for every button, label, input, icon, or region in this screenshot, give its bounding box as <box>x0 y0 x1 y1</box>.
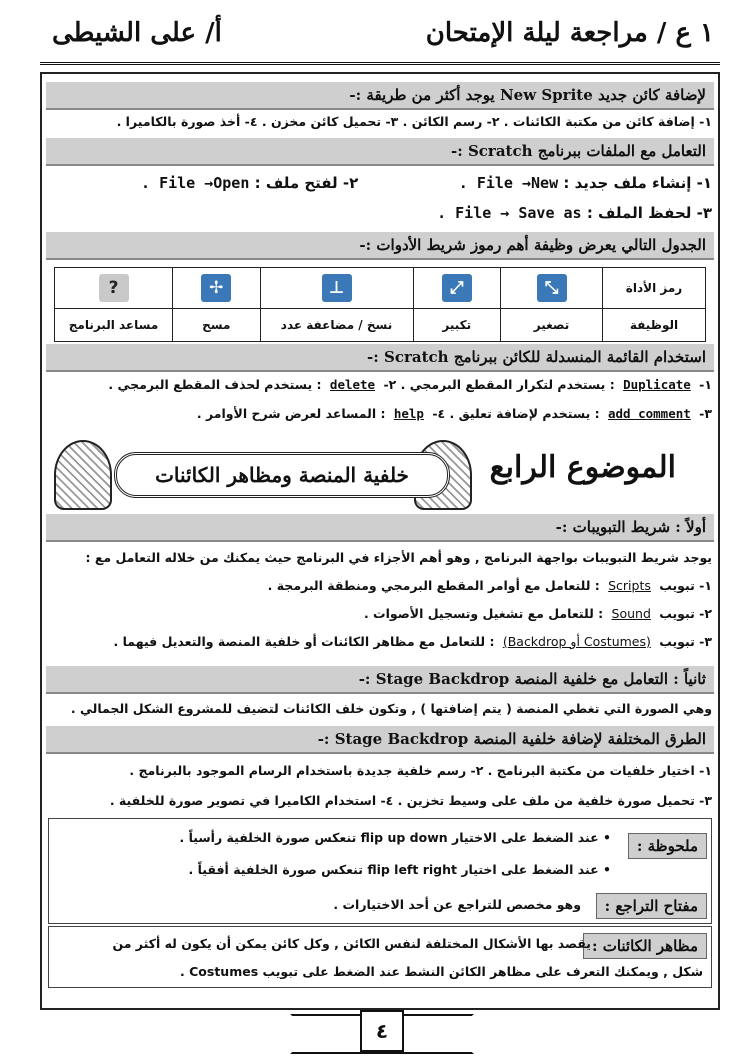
worksheet-page <box>40 10 720 1050</box>
section-heading-stage-backdrop <box>46 666 714 694</box>
section-heading-backdrop-methods <box>46 726 714 754</box>
header-divider <box>40 62 720 65</box>
backdrop-methods-line-2: ٣- تحميل صورة خلفية من ملف على وسيط تخزين . ٤- استخدام الكاميرا في تصوير صورة للخلفية . <box>109 793 712 808</box>
tabs-intro: يوجد شريط التبويبات بواجهة البرنامج , وهو أهم الأجزاء في البرنامج حيث يمكنك من خلاله التعامل مع : <box>85 550 712 565</box>
sound-term: Sound <box>611 606 651 621</box>
tool-function-row <box>55 309 706 342</box>
tab-prefix: ٢- تبويب <box>659 606 712 621</box>
help-term: help <box>393 406 424 421</box>
note-label: ملحوظة : <box>628 833 707 859</box>
tool-function: تصغير <box>501 309 603 342</box>
section-heading-text: الطرق المختلفة لإضافة خلفية المنصة Stage Backdrop :- <box>317 730 706 748</box>
tab-scripts-line <box>48 575 712 597</box>
tab-costumes-line <box>48 631 712 653</box>
section-heading-toolbar <box>46 232 714 260</box>
tool-function: تكبير <box>413 309 500 342</box>
file-save-line <box>48 202 712 224</box>
file-new-open-line <box>48 172 712 194</box>
author-name: أ/ على الشيطى <box>52 18 222 48</box>
tool-cell <box>55 268 173 309</box>
item-number: ٣- <box>699 406 712 421</box>
section-heading-tabs-bar <box>46 514 714 542</box>
cut-icon: ✢ <box>201 274 231 302</box>
file-new-label: ١- إنشاء ملف جديد : <box>563 174 712 192</box>
shrink-icon: ⤡ <box>537 274 567 302</box>
add-comment-term: add comment <box>608 406 691 421</box>
context-menu-line-1 <box>48 374 712 396</box>
tool-function: نسخ / مضاعفة عدد <box>260 309 413 342</box>
file-save-label: ٣- لحفظ الملف : <box>586 204 712 222</box>
tab-prefix: ٣- تبويب <box>659 634 712 649</box>
section-heading-text: ثانياً : التعامل مع خلفية المنصة Stage Backdrop :- <box>358 670 706 688</box>
file-save-path: File → Save as . <box>437 204 582 222</box>
delete-desc: : يستخدم لحذف المقطع البرمجي . <box>108 377 322 392</box>
section-heading-text: التعامل مع الملفات ببرنامج Scratch :- <box>450 142 706 160</box>
section-heading-context-menu <box>46 344 714 372</box>
note-flip-left-right: • عند الضغط على اختيار flip left right تنعكس صورة الخلفية أفقياً . <box>188 862 611 877</box>
page-title: ١ ع / مراجعة ليلة الإمتحان <box>425 18 714 48</box>
page-header <box>40 14 720 68</box>
tool-cell <box>173 268 261 309</box>
costumes-label: مظاهر الكائنات : <box>583 933 707 959</box>
page-number: ٤ <box>360 1010 404 1052</box>
help-desc: : المساعد لعرض شرح الأوامر . <box>196 406 386 421</box>
costumes-text-2: شكل , ويمكنك التعرف على مظاهر الكائن النشط عند الضغط على تبويب Costumes . <box>180 964 703 979</box>
tool-symbol-header: رمز الأداة <box>603 268 706 309</box>
section-heading-text: الجدول التالي يعرض وظيفة أهم رموز شريط الأدوات :- <box>359 236 706 254</box>
delete-term: delete <box>329 377 376 392</box>
toolbar-table <box>54 267 706 342</box>
costumes-term: (Costumes أو Backdrop) <box>502 634 651 649</box>
duplicate-desc: : يستخدم لتكرار المقطع البرمجي . ٢- <box>383 377 615 392</box>
tool-symbol-row <box>55 268 706 309</box>
section-heading-text: لإضافة كائن جديد New Sprite يوجد أكثر من طريقة :- <box>349 86 706 104</box>
section-heading-files <box>46 138 714 166</box>
file-open-label: ٢- لفتح ملف : <box>254 174 359 192</box>
section-heading-text: أولاً : شريط التبويبات :- <box>555 518 706 536</box>
costumes-text-1: يقصد بها الأشكال المختلفة لنفس الكائن , وكل كائن يمكن أن يكون له أكثر من <box>112 936 591 951</box>
undo-key-text: وهو مخصص للتراجع عن أحد الاختيارات . <box>333 897 581 912</box>
tool-function: مساعد البرنامج <box>55 309 173 342</box>
note-box <box>48 818 712 924</box>
section-heading-text: استخدام القائمة المنسدلة للكائن ببرنامج Scratch :- <box>367 348 706 366</box>
undo-key-label: مفتاح التراجع : <box>596 893 707 919</box>
file-new-path: File →New . <box>458 174 559 192</box>
sound-desc: : للتعامل مع تشغيل وتسجيل الأصوات . <box>363 606 604 621</box>
ornament-icon <box>54 440 112 510</box>
topic-title: الموضوع الرابع <box>489 450 676 485</box>
add-comment-desc: : يستخدم لإضافة تعليق . ٤- <box>432 406 600 421</box>
costumes-desc: : للتعامل مع مظاهر الكائنات أو خلفية المنصة والتعديل فيهما . <box>113 634 495 649</box>
tab-prefix: ١- تبويب <box>659 578 712 593</box>
tab-sound-line <box>48 603 712 625</box>
new-sprite-methods: ١- إضافة كائن من مكتبة الكائنات . ٢- رسم الكائن . ٣- تحميل كائن مخزن . ٤- أخذ صورة بالكاميرا . <box>116 114 712 129</box>
tool-cell <box>501 268 603 309</box>
stamp-icon: ⊥ <box>322 274 352 302</box>
costumes-box <box>48 926 712 988</box>
item-number: ١- <box>699 377 712 392</box>
tool-function-header: الوظيفة <box>603 309 706 342</box>
backdrop-methods-line-1: ١- اختيار خلفيات من مكتبة البرنامج . ٢- رسم خلفية جديدة باستخدام الرسام الموجود بالبرنامج . <box>129 763 712 778</box>
topic-subtitle: خلفية المنصة ومظاهر الكائنات <box>114 452 450 498</box>
scripts-term: Scripts <box>608 578 651 593</box>
scripts-desc: : للتعامل مع أوامر المقطع البرمجي ومنطقة البرمجة . <box>267 578 600 593</box>
grow-icon: ⤢ <box>442 274 472 302</box>
page-footer <box>290 1006 470 1052</box>
context-menu-line-2 <box>48 403 712 425</box>
tool-cell <box>260 268 413 309</box>
help-icon: ? <box>99 274 129 302</box>
note-flip-up-down: • عند الضغط على الاختيار flip up down تنعكس صورة الخلفية رأسياً . <box>179 830 611 845</box>
backdrop-definition: وهي الصورة التي تغطي المنصة ( يتم إضافتها ) , وتكون خلف الكائنات لتضيف للمشروع الشكل الجمالي . <box>70 701 712 716</box>
duplicate-term: Duplicate <box>623 377 691 392</box>
topic-banner <box>54 440 706 510</box>
tool-function: مسح <box>173 309 261 342</box>
section-heading-new-sprite <box>46 82 714 110</box>
file-open-path: File →Open . <box>141 174 250 192</box>
tool-cell <box>413 268 500 309</box>
